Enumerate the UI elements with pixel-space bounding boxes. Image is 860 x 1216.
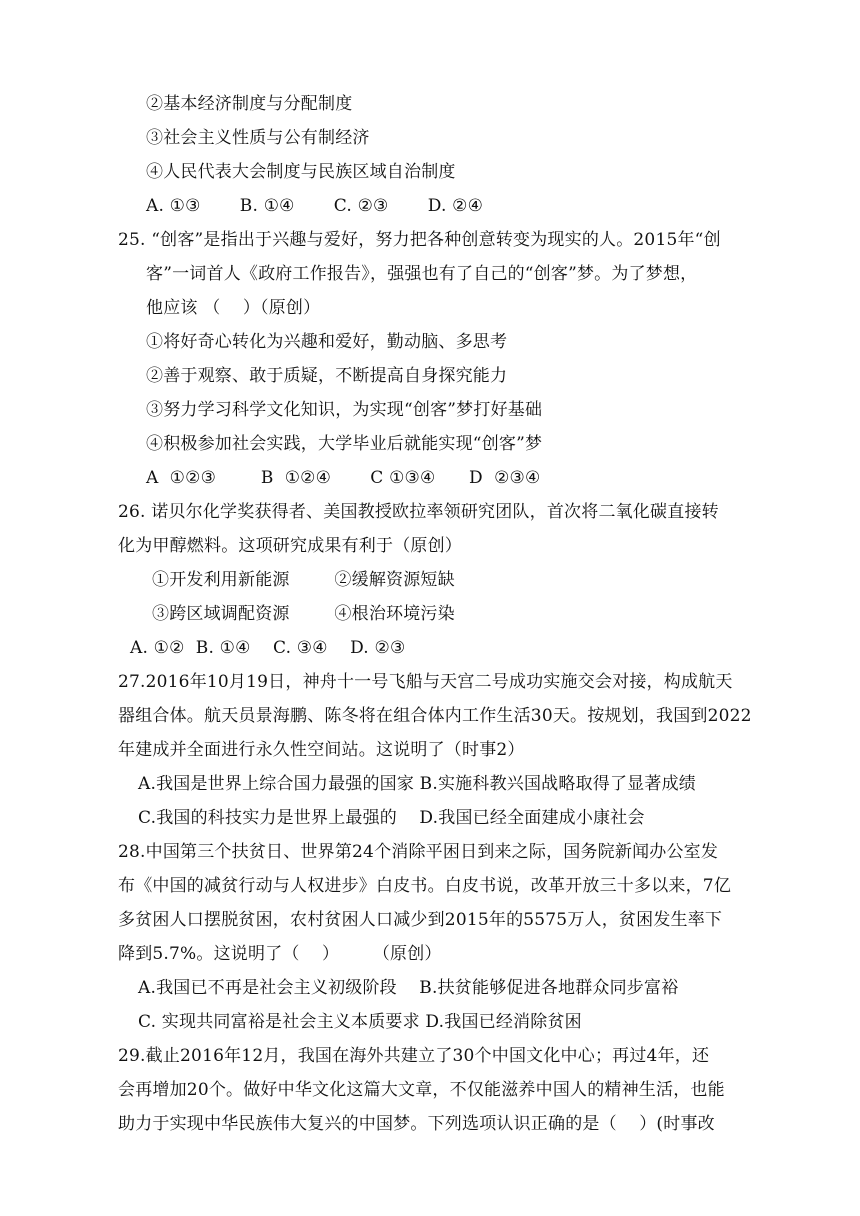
question-29-line-3: 助力于实现中华民族伟大复兴的中国梦。下列选项认识正确的是（ ）(时事改 <box>118 1114 715 1134</box>
question-26-options-b: ③跨区域调配资源 ④根治环境污染 <box>152 604 455 624</box>
answer-choices-25: A ①②③ B ①②④ C ①③④ D ②③④ <box>146 468 541 488</box>
question-27-options-ab: A.我国是世界上综合国力最强的国家 B.实施科教兴国战略取得了显著成绩 <box>138 774 696 794</box>
question-26-line-2: 化为甲醇燃料。这项研究成果有利于（原创） <box>118 536 462 556</box>
question-28-line-1: 28.中国第三个扶贫日、世界第24个消除平困日到来之际，国务院新闻办公室发 <box>118 842 719 862</box>
question-25-option-2: ②善于观察、敢于质疑，不断提高自身探究能力 <box>146 366 508 386</box>
question-25-line-1: 25. “创客”是指出于兴趣与爱好，努力把各种创意转变为现实的人。2015年“创 <box>118 230 721 250</box>
question-28-line-3: 多贫困人口摆脱贫困，农村贫困人口减少到2015年的5575万人，贫困发生率下 <box>118 910 723 930</box>
question-26-options-a: ①开发利用新能源 ②缓解资源短缺 <box>152 570 455 590</box>
question-27-line-1: 27.2016年10月19日，神舟十一号飞船与天宫二号成功实施交会对接，构成航天 <box>118 672 733 692</box>
question-28-line-2: 布《中国的减贫行动与人权进步》白皮书。白皮书说，改革开放三十多以来，7亿 <box>118 876 732 896</box>
answer-choices-26: A. ①② B. ①④ C. ③④ D. ②③ <box>130 638 406 658</box>
question-27-line-3: 年建成并全面进行永久性空间站。这说明了（时事2） <box>118 740 525 760</box>
question-27-options-cd: C.我国的科技实力是世界上最强的 D.我国已经全面建成小康社会 <box>138 808 645 828</box>
question-25-line-3: 他应该 （ ）（原创） <box>146 298 321 318</box>
question-28-options-ab: A.我国已不再是社会主义初级阶段 B.扶贫能够促进各地群众同步富裕 <box>138 978 679 998</box>
question-25-line-2: 客”一词首人《政府工作报告》，强强也有了自己的“创客”梦。为了梦想， <box>146 264 698 284</box>
question-29-line-2: 会再增加20个。做好中华文化这篇大文章，不仅能滋养中国人的精神生活，也能 <box>118 1080 725 1100</box>
option-line-3: ③社会主义性质与公有制经济 <box>146 128 370 148</box>
answer-choices-24: A. ①③ B. ①④ C. ②③ D. ②④ <box>146 196 484 216</box>
option-line-4: ④人民代表大会制度与民族区域自治制度 <box>146 162 456 182</box>
question-28-options-cd: C. 实现共同富裕是社会主义本质要求 D.我国已经消除贫困 <box>138 1012 582 1032</box>
question-27-line-2: 器组合体。航天员景海鹏、陈冬将在组合体内工作生活30天。按规划，我国到2022 <box>118 706 752 726</box>
question-29-line-1: 29.截止2016年12月，我国在海外共建立了30个中国文化中心；再过4年，还 <box>118 1046 710 1066</box>
question-25-option-1: ①将好奇心转化为兴趣和爱好，勤动脑、多思考 <box>146 332 508 352</box>
question-28-line-4: 降到5.7%。这说明了（ ） （原创） <box>118 944 442 964</box>
question-25-option-4: ④积极参加社会实践，大学毕业后就能实现“创客”梦 <box>146 434 543 454</box>
option-line-2: ②基本经济制度与分配制度 <box>146 94 353 114</box>
question-25-option-3: ③努力学习科学文化知识，为实现“创客”梦打好基础 <box>146 400 543 420</box>
question-26-line-1: 26. 诺贝尔化学奖获得者、美国教授欧拉率领研究团队，首次将二氧化碳直接转 <box>118 502 719 522</box>
